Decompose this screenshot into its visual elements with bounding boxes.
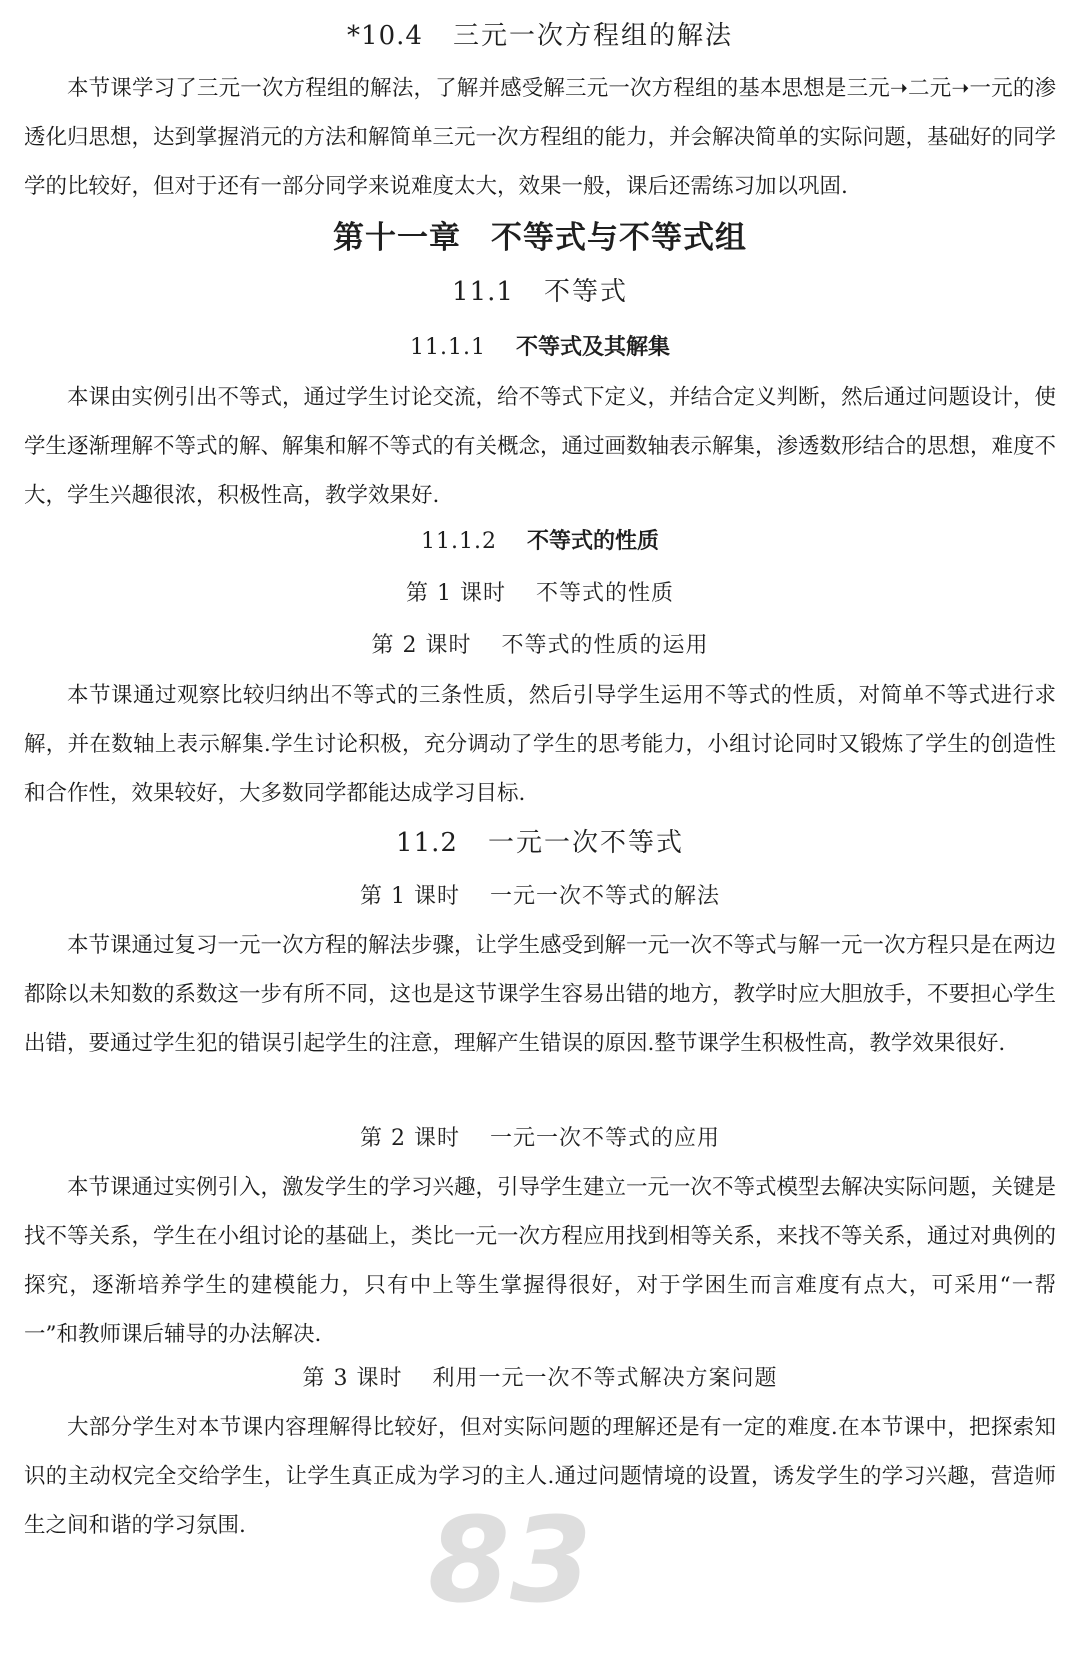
paragraph-11-1-1: 本课由实例引出不等式，通过学生讨论交流，给不等式下定义，并结合定义判断，然后通过问题设计，使学生逐渐理解不等式的解、解集和解不等式的有关概念，通过画数轴表示解集，渗透数形结合的思想，难度不大，学生兴趣很浓，积极性高，教学效果好. xyxy=(24,385,1057,508)
lesson-label: 第 1 课时 xyxy=(360,884,460,909)
chapter-title: 不等式与不等式组 xyxy=(491,220,747,256)
chapter-heading xyxy=(0,212,1080,257)
subsection-title: 不等式的性质 xyxy=(526,529,659,554)
lesson-heading-11-2-2 xyxy=(0,1121,1080,1152)
subsection-heading-11-1-1 xyxy=(0,330,1080,361)
lesson-title: 利用一元一次不等式解决方案问题 xyxy=(432,1366,778,1391)
lesson-heading-11-2-1 xyxy=(0,879,1080,910)
section-title: 三元一次方程组的解法 xyxy=(452,21,733,51)
lesson-title: 一元一次不等式的应用 xyxy=(489,1126,720,1151)
lesson-heading-11-1-2-1 xyxy=(0,576,1080,607)
section-title: 一元一次不等式 xyxy=(487,828,684,858)
paragraph-11-2-1: 本节课通过复习一元一次方程的解法步骤，让学生感受到解一元一次不等式与解一元一次方程只是在两边都除以未知数的系数这一步有所不同，这也是这节课学生容易出错的地方，教学时应大胆放手，不要担心学生出错，要通过学生犯的错误引起学生的注意，理解产生错误的原因.整节课学生积极性高，教学效果很好. xyxy=(24,933,1057,1056)
section-number: 11.2 xyxy=(396,828,458,858)
section-heading-10-4 xyxy=(0,15,1080,52)
paragraph-11-2-3: 大部分学生对本节课内容理解得比较好，但对实际问题的理解还是有一定的难度.在本节课中，把探索知识的主动权完全交给学生，让学生真正成为学习的主人.通过问题情境的设置，诱发学生的学习兴趣，营造师生之间和谐的学习氛围. xyxy=(24,1415,1056,1538)
lesson-label: 第 1 课时 xyxy=(406,581,506,606)
subsection-number: 11.1.2 xyxy=(421,529,497,554)
paragraph-10-4: 本节课学习了三元一次方程组的解法，了解并感受解三元一次方程组的基本思想是三元➝二元➝一元的渗透化归思想，达到掌握消元的方法和解简单三元一次方程组的能力，并会解决简单的实际问题，基础好的同学学的比较好，但对于还有一部分同学来说难度太大，效果一般，课后还需练习加以巩固. xyxy=(24,76,1057,199)
section-number: 11.1 xyxy=(452,277,514,307)
lesson-heading-11-1-2-2 xyxy=(0,628,1080,659)
section-number: *10.4 xyxy=(347,21,423,51)
lesson-label: 第 2 课时 xyxy=(360,1126,460,1151)
page-number: 83 xyxy=(427,1491,593,1629)
paragraph-11-1-2: 本节课通过观察比较归纳出不等式的三条性质，然后引导学生运用不等式的性质，对简单不等式进行求解，并在数轴上表示解集.学生讨论积极，充分调动了学生的思考能力，小组讨论同时又锻炼了学生的创造性和合作性，效果较好，大多数同学都能达成学习目标. xyxy=(24,683,1056,806)
subsection-number: 11.1.1 xyxy=(410,335,486,360)
subsection-title: 不等式及其解集 xyxy=(515,335,670,360)
paragraph-11-2-2: 本节课通过实例引入，激发学生的学习兴趣，引导学生建立一元一次不等式模型去解决实际问题，关键是找不等关系，学生在小组讨论的基础上，类比一元一次方程应用找到相等关系，来找不等关系，通过对典例的探究，逐渐培养学生的建模能力，只有中上等生掌握得很好，对于学困生而言难度有点大，可采用“一帮一”和教师课后辅导的办法解决. xyxy=(24,1175,1057,1347)
lesson-label: 第 3 课时 xyxy=(302,1366,403,1391)
section-heading-11-1 xyxy=(0,271,1080,308)
section-title: 不等式 xyxy=(543,277,628,307)
section-heading-11-2 xyxy=(0,822,1080,859)
lesson-title: 不等式的性质 xyxy=(535,581,674,606)
subsection-heading-11-1-2 xyxy=(0,524,1080,555)
lesson-label: 第 2 课时 xyxy=(371,633,472,658)
lesson-title: 不等式的性质的运用 xyxy=(501,633,709,658)
lesson-title: 一元一次不等式的解法 xyxy=(489,884,720,909)
lesson-heading-11-2-3 xyxy=(0,1361,1080,1392)
chapter-number: 第十一章 xyxy=(333,220,461,256)
